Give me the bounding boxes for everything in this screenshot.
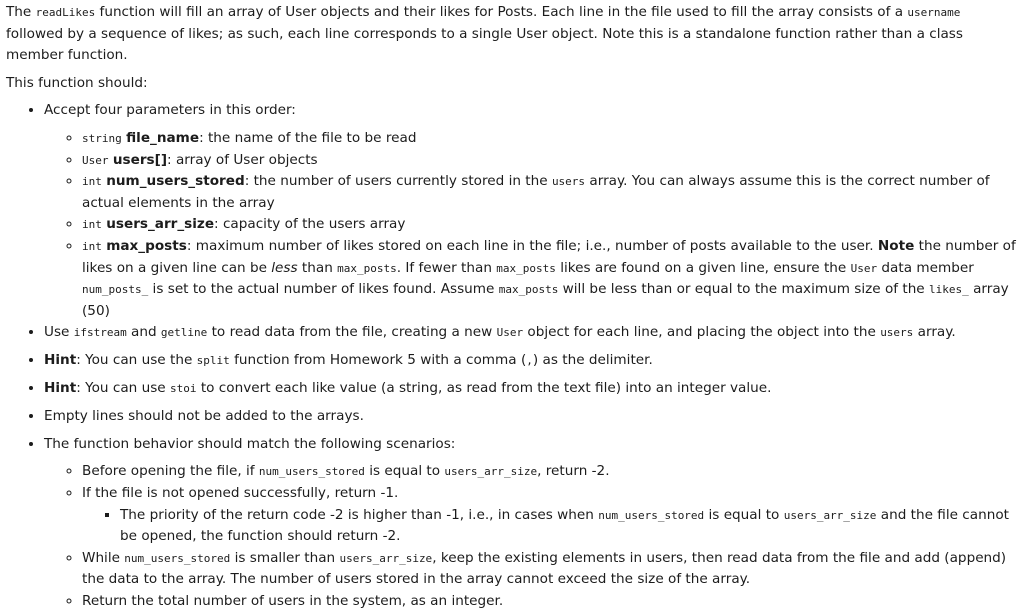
code-user: User (496, 326, 524, 340)
code-num-users-stored: num_users_stored (598, 508, 705, 522)
text: will be less than or equal to the maximum size of the (558, 281, 929, 298)
scenario-return-total: ◦ Return the total number of users in the system, as an integer. (82, 591, 1020, 613)
text: . If fewer than (396, 259, 497, 276)
param-users-arr-size (82, 214, 1020, 236)
scenarios-list (44, 461, 1020, 612)
text: to convert each like value (a string, as read from the text file) into an integer value. (196, 380, 772, 397)
code-num-posts: num_posts_ (82, 283, 149, 297)
code-stoi: stoi (170, 382, 197, 396)
priority-list (82, 505, 1020, 548)
text: Before opening the file, if (82, 463, 259, 480)
scenario-file-not-opened (82, 483, 1020, 548)
code-num-users-stored: num_users_stored (258, 465, 365, 479)
params-heading: Accept four parameters in this order: (44, 102, 296, 119)
code-split: split (196, 354, 230, 368)
code-users: users (551, 175, 586, 189)
text: data member (877, 259, 974, 276)
text: If the file is not opened successfully, return -1. (82, 485, 399, 502)
text: likes are found on a given line, ensure the (555, 259, 851, 276)
text: ) as the delimiter. (532, 352, 653, 369)
requirements-list (6, 100, 1020, 612)
param-file-name (82, 128, 1020, 150)
param-desc: array. You can always assume this is the correct number of actual elements in the array (82, 173, 990, 211)
code-users: users (880, 326, 914, 340)
text: : You can use (76, 380, 170, 397)
text: object for each line, and placing the object into the (523, 324, 881, 341)
text: and (126, 324, 161, 341)
param-name: users_arr_size (106, 216, 215, 233)
code-users-arr-size: users_arr_size (339, 551, 433, 565)
param-desc: : array of User objects (167, 151, 318, 168)
list-item-empty-lines: • Empty lines should not be added to the arrays. (44, 406, 1020, 428)
param-users (82, 150, 1020, 172)
code-users-arr-size: users_arr_size (783, 508, 877, 522)
hint-label: Hint (44, 352, 77, 369)
list-item-behavior (44, 434, 1020, 613)
text: than (297, 259, 338, 276)
params-list (44, 128, 1020, 322)
param-name: users[] (112, 151, 168, 168)
behavior-heading: The function behavior should match the following scenarios: (44, 435, 456, 452)
param-max-posts (82, 236, 1020, 322)
code-readlikes: readLikes (35, 6, 96, 19)
code-users-arr-size: users_arr_size (444, 465, 538, 479)
param-type: int (82, 218, 102, 232)
text: : You can use the (76, 352, 197, 369)
code-max-posts: max_posts (496, 261, 556, 275)
text: , keep the existing elements in users, then read data from the file and add (append) the data to the array. The number of users stored in the array cannot exceed the size of the array. (82, 549, 1007, 588)
scenario-append (82, 548, 1020, 591)
text: is equal to (704, 506, 784, 523)
text: : maximum number of likes stored on each line in the file; i.e., number of posts available to the user. (186, 237, 878, 254)
code-ifstream: ifstream (73, 326, 127, 340)
param-desc: : capacity of the users array (214, 216, 406, 233)
hint-label: Hint (44, 380, 77, 397)
code-likes: likes_ (929, 283, 969, 297)
text: is smaller than (230, 549, 340, 566)
param-type: int (82, 175, 102, 189)
intro-paragraph (6, 2, 1020, 67)
list-item-hint-stoi (44, 378, 1020, 400)
text: array. (913, 324, 956, 341)
code-max-posts: max_posts (498, 283, 559, 297)
code-num-users-stored: num_users_stored (124, 551, 231, 565)
text: and the file cannot be opened, the function should return -2. (120, 506, 1009, 545)
text: While (82, 549, 125, 566)
emphasis-less: less (271, 259, 298, 276)
code-username: username (907, 6, 961, 19)
note-label: Note (877, 237, 915, 254)
code-max-posts: max_posts (337, 261, 397, 275)
param-name: num_users_stored (106, 173, 245, 190)
list-item-params (44, 100, 1020, 322)
param-name: file_name (126, 129, 200, 146)
lead-text: This function should: (6, 74, 148, 91)
param-type: User (82, 153, 109, 167)
param-desc: : the name of the file to be read (199, 129, 417, 146)
text: is set to the actual number of likes found. Assume (148, 281, 499, 298)
list-item-hint-split (44, 350, 1020, 372)
list-item-use-ifstream (44, 322, 1020, 344)
code-comma: , (526, 354, 533, 368)
code-user: User (850, 261, 878, 275)
param-num-users-stored (82, 171, 1020, 214)
text: the number of likes on a given line can be (82, 237, 1016, 276)
code-getline: getline (160, 326, 208, 340)
param-desc: : the number of users currently stored in the (244, 173, 552, 190)
text: followed by a sequence of likes; as such, each line corresponds to a single User object. Note this is a standalone function rather than a class member function. (6, 25, 963, 64)
text: Use (44, 324, 74, 341)
text: The (6, 4, 36, 20)
param-type: string (82, 131, 122, 145)
param-name: max_posts (106, 237, 187, 254)
text: function will fill an array of User objects and their likes for Posts. Each line in the file used to fill the array consists of a (95, 4, 908, 20)
text: is equal to (364, 463, 445, 480)
text: to read data from the file, creating a new (207, 324, 497, 341)
text: , return -2. (537, 463, 610, 480)
text: The priority of the return code -2 is higher than -1, i.e., in cases when (120, 506, 599, 523)
text: function from Homework 5 with a comma ( (229, 352, 527, 369)
text: array (50) (82, 281, 1009, 319)
param-type: int (82, 239, 102, 253)
scenario-before-opening (82, 461, 1020, 483)
scenario-priority (120, 505, 1020, 548)
